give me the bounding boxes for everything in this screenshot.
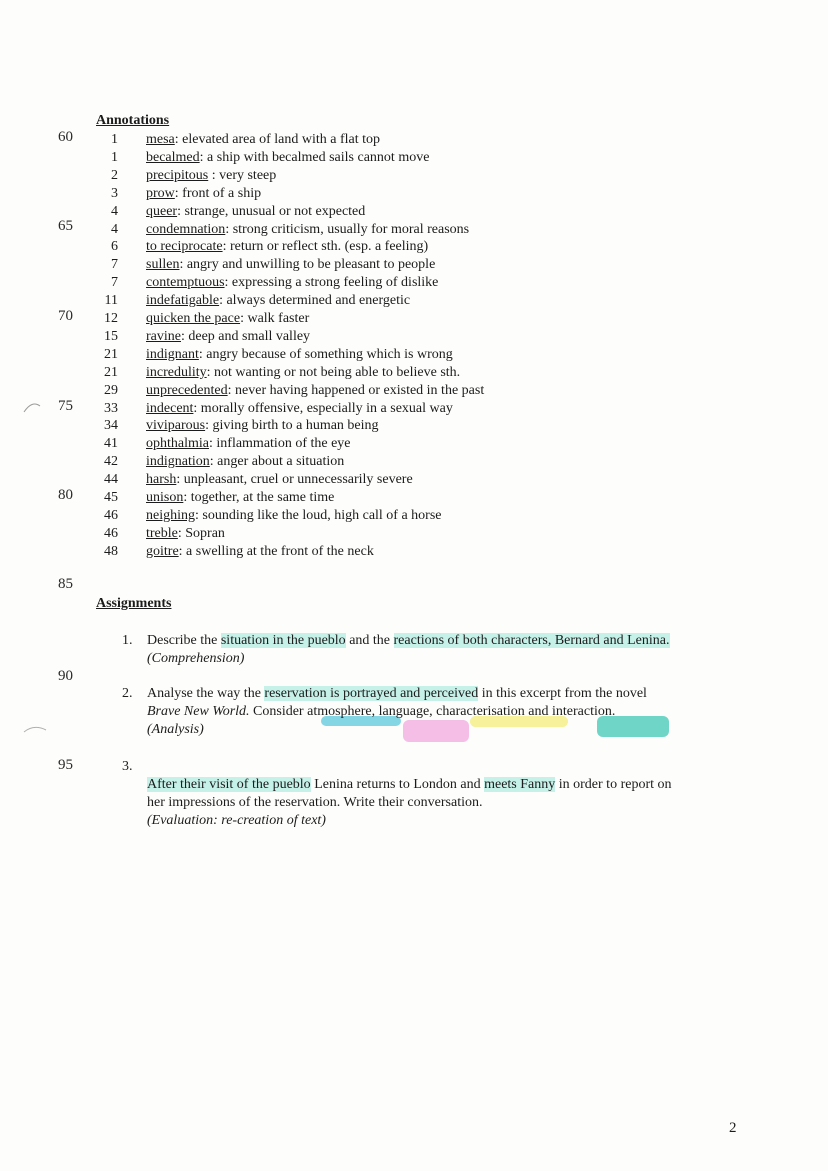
highlighted-phrase: reactions of both characters, Bernard and Lenina. [393,633,670,648]
annotation-text [146,203,365,221]
annotation-text [146,221,469,239]
task-text [147,632,670,650]
highlighted-phrase: situation in the pueblo [220,633,346,648]
highlighted-phrase: meets Fanny [484,777,556,792]
annotation-term: harsh [146,472,177,488]
annotation-term: mesa [146,132,175,147]
annotation-definition: : together, at the same time [183,490,335,505]
annotation-definition: : not wanting or not being able to believe sth. [206,364,461,380]
annotation-line-number: 7 [111,275,118,291]
annotation-definition: : front of a ship [174,185,262,201]
task-number: 2. [122,686,133,701]
annotation-line-number: 48 [104,543,118,559]
annotation-term: contemptuous [146,275,225,291]
annotation-definition: : inflammation of the eye [209,436,351,452]
annotation-term: condemnation [146,221,226,237]
annotation-text [146,131,380,149]
annotation-text [146,400,453,418]
task-text [147,685,647,703]
annotation-definition: : strange, unusual or not expected [177,203,366,219]
pen-mark-icon [22,722,52,740]
annotation-text [146,489,334,507]
annotation-definition: : elevated area of land with a flat top [174,132,381,147]
annotation-line-number: 45 [104,490,118,505]
task-category: (Comprehension) [147,651,245,666]
annotation-text [146,274,438,292]
line-marker: 80 [58,487,73,503]
task-text-line-2: her impressions of the reservation. Write their conversation. [147,795,483,810]
task-text-part: Describe the [147,633,221,648]
task-category: (Evaluation: re-creation of text) [147,813,326,828]
line-marker: 90 [58,668,73,684]
annotation-line-number: 29 [104,382,118,398]
annotation-definition: : morally offensive, especially in a sexual way [193,400,453,416]
annotation-definition: : a swelling at the front of the neck [178,543,374,559]
annotation-line-number: 33 [104,400,118,416]
annotation-definition: : anger about a situation [209,454,345,470]
annotation-definition: : angry because of something which is wrong [198,346,453,362]
line-marker: 75 [58,398,73,414]
line-marker: 60 [58,129,73,145]
annotation-term: indefatigable [146,293,220,309]
annotation-line-number: 42 [104,454,118,470]
annotation-text [146,149,429,167]
annotation-line-number: 44 [104,472,118,488]
annotation-text [146,292,410,310]
annotation-line-number: 6 [111,239,118,255]
annotation-line-number: 21 [104,364,118,380]
annotation-text [146,256,435,274]
annotation-text [146,435,351,453]
annotation-text [146,453,344,471]
annotation-text [146,238,428,256]
annotation-term: goitre [146,543,179,559]
annotation-text [146,328,310,346]
annotation-term: to reciprocate [146,239,223,255]
annotation-line-number: 41 [104,436,118,452]
line-marker: 70 [58,308,73,324]
annotation-term: precipitous [146,167,209,183]
annotation-line-number: 46 [104,507,118,523]
annotation-line-number: 2 [111,167,118,183]
annotation-text [146,185,261,203]
annotation-line-number: 4 [111,221,118,237]
annotation-line-number: 1 [111,149,118,165]
annotation-line-number: 7 [111,257,118,273]
annotation-definition: : sounding like the loud, high call of a horse [195,507,442,523]
line-marker: 85 [58,576,73,592]
assignments-heading: Assignments [96,596,172,611]
annotation-term: indecent [146,400,194,416]
annotation-text [146,417,379,435]
line-marker: 65 [58,218,73,234]
annotation-text [146,346,453,364]
annotation-line-number: 15 [104,328,118,344]
annotation-term: unprecedented [146,382,228,398]
annotation-definition: : very steep [208,167,277,183]
annotation-line-number: 3 [111,185,118,201]
novel-title: Brave New World. [147,704,250,719]
annotation-term: quicken the pace [146,311,241,326]
page-number: 2 [729,1120,737,1136]
annotation-line-number: 4 [111,203,118,219]
annotation-text [146,310,309,328]
annotation-term: indignation [146,454,210,470]
task-text-part: and the [345,633,394,648]
annotation-term: indignant [146,346,199,362]
task-number: 3. [122,759,133,774]
annotation-line-number: 1 [111,132,118,147]
annotation-text [146,525,225,543]
annotation-line-number: 21 [104,346,118,362]
annotations-heading: Annotations [96,113,170,128]
task-category: (Analysis) [147,722,204,737]
annotation-definition: : never having happened or existed in the past [227,382,485,398]
task-text-line-2 [147,703,615,721]
pen-mark-icon [22,398,52,416]
annotation-line-number: 46 [104,525,118,541]
annotation-line-number: 12 [104,311,118,326]
task-text [147,776,672,794]
task-number: 1. [122,633,133,648]
task-text-part: Analyse the way the [147,686,265,701]
annotation-definition: : deep and small valley [180,328,311,344]
annotation-term: becalmed [146,149,200,165]
annotation-definition: : walk faster [240,311,310,326]
annotation-text [146,471,413,489]
annotation-definition: : a ship with becalmed sails cannot move [199,149,430,165]
task-text-part: in order to report on [555,777,672,792]
line-marker: 95 [58,757,73,773]
annotation-term: queer [146,203,178,219]
task-text-part: in this excerpt from the novel [478,686,647,701]
task-text-part: Lenina returns to London and [310,777,485,792]
annotation-definition: : giving birth to a human being [205,418,379,434]
annotation-line-number: 34 [104,418,118,434]
annotations-list [96,131,696,563]
annotation-term: neighing [146,507,195,523]
annotation-term: ravine [146,328,181,344]
annotation-definition: : unpleasant, cruel or unnecessarily severe [176,472,413,488]
annotation-line-number: 11 [104,293,118,309]
annotation-text [146,364,460,382]
annotation-term: viviparous [146,418,206,434]
annotation-definition: : return or reflect sth. (esp. a feeling) [222,239,429,255]
annotation-text [146,382,484,400]
annotation-text [146,507,442,525]
annotation-text [146,167,276,185]
highlighted-phrase: reservation is portrayed and perceived [264,686,479,701]
annotation-term: prow [146,185,175,201]
annotation-definition: : expressing a strong feeling of dislike [224,275,439,291]
annotation-term: ophthalmia [146,436,209,452]
annotation-definition: : Sopran [177,525,225,541]
annotation-definition: : always determined and energetic [219,293,411,309]
task-text-part: Consider atmosphere, language, characterisation and interaction. [249,704,616,719]
annotation-term: sullen [146,257,180,273]
pink-marker-stroke [403,720,469,742]
annotation-definition: : strong criticism, usually for moral reasons [225,221,470,237]
annotation-term: treble [146,525,178,541]
annotation-term: unison [146,490,184,505]
annotation-text [146,543,374,561]
highlighted-phrase: After their visit of the pueblo [147,777,311,792]
annotation-term: incredulity [146,364,207,380]
annotation-definition: : angry and unwilling to be pleasant to people [179,257,436,273]
